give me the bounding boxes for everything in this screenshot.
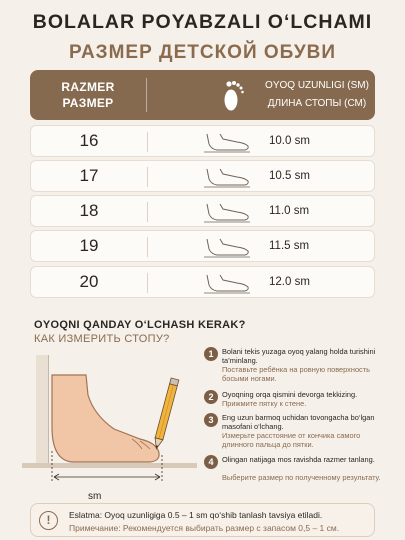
pencil-icon	[153, 378, 179, 450]
step-text-ru: Поставьте ребёнка на ровную поверхность босыми ногами.	[222, 365, 370, 383]
row-divider	[147, 273, 148, 293]
row-divider	[147, 202, 148, 222]
foot-outline-icon	[201, 165, 253, 189]
foot-outline-icon	[201, 271, 253, 295]
length-value: 10.0 sm	[269, 135, 310, 147]
foot-outline-icon	[201, 200, 253, 224]
size-value: 16	[79, 131, 99, 150]
howto-subtitle: КАК ИЗМЕРИТЬ СТОПУ?	[34, 333, 170, 345]
step-text-uz: Eng uzun barmoq uchidan tovongacha bo‘lgan masofani o‘lchang.	[222, 413, 375, 431]
length-value: 12.0 sm	[269, 276, 310, 288]
table-row	[30, 266, 375, 298]
table-row	[30, 195, 375, 227]
foot-outline-icon	[201, 130, 253, 154]
length-value: 11.0 sm	[269, 205, 310, 217]
size-column-header	[30, 70, 146, 120]
length-column-header	[262, 70, 372, 120]
step-number: 2	[204, 390, 218, 404]
row-divider	[147, 237, 148, 257]
measure-label: sm	[88, 491, 102, 502]
step-text-ru: Прижмите пятку к стене.	[222, 399, 307, 408]
step-number: 4	[204, 455, 218, 469]
step-text-uz: Olingan natijaga mos ravishda razmer tanlang.	[222, 455, 375, 464]
footprint-icon	[218, 76, 248, 114]
howto-title: OYOQNI QANDAY O‘LCHASH KERAK?	[34, 319, 246, 331]
table-header	[30, 70, 375, 120]
size-value: 20	[79, 272, 99, 291]
floor	[22, 463, 197, 468]
row-divider	[147, 167, 148, 187]
exclamation-icon: !	[39, 511, 58, 530]
step-number: 3	[204, 413, 218, 427]
table-row	[30, 230, 375, 262]
step-text-uz: Oyoqning orqa qismini devorga tekkizing.	[222, 390, 358, 399]
length-value: 10.5 sm	[269, 170, 310, 182]
page-title: BOLALAR POYABZALI O‘LCHAMI	[32, 11, 373, 33]
size-value: 17	[79, 166, 99, 185]
size-value: 18	[79, 201, 99, 220]
header-divider	[146, 78, 147, 112]
row-divider	[147, 132, 148, 152]
step-text-ru: Измерьте расстояние от кончика самого длинного пальца до пятки.	[222, 431, 361, 449]
table-row	[30, 160, 375, 192]
foot-measurement-illustration	[22, 355, 197, 515]
length-value: 11.5 sm	[269, 240, 310, 252]
size-value: 19	[79, 236, 99, 255]
note-text-ru: Примечание: Рекомендуется выбирать размер с запасом 0,5 – 1 см.	[69, 523, 340, 533]
size-header-uz: RAZMER	[61, 80, 115, 94]
step-text-uz: Bolani tekis yuzaga oyoq yalang holda turishini ta’minlang.	[222, 347, 376, 365]
note-text-uz: Eslatma: Oyoq uzunligiga 0.5 – 1 sm qo‘shib tanlash tavsiya etiladi.	[69, 510, 323, 520]
step-number: 1	[204, 347, 218, 361]
foot-shape	[52, 375, 159, 462]
length-header-uz: OYOQ UZUNLIGI (SM)	[265, 80, 369, 91]
table-row	[30, 125, 375, 157]
wall	[36, 355, 48, 463]
page-subtitle: РАЗМЕР ДЕТСКОЙ ОБУВИ	[68, 42, 337, 63]
size-header-ru: РАЗМЕР	[62, 96, 114, 110]
step-text-ru: Выберите размер по полученному результату.	[222, 473, 381, 482]
foot-outline-icon	[201, 235, 253, 259]
length-header-ru: ДЛИНА СТОПЫ (СМ)	[267, 98, 367, 109]
note-box	[30, 503, 375, 537]
